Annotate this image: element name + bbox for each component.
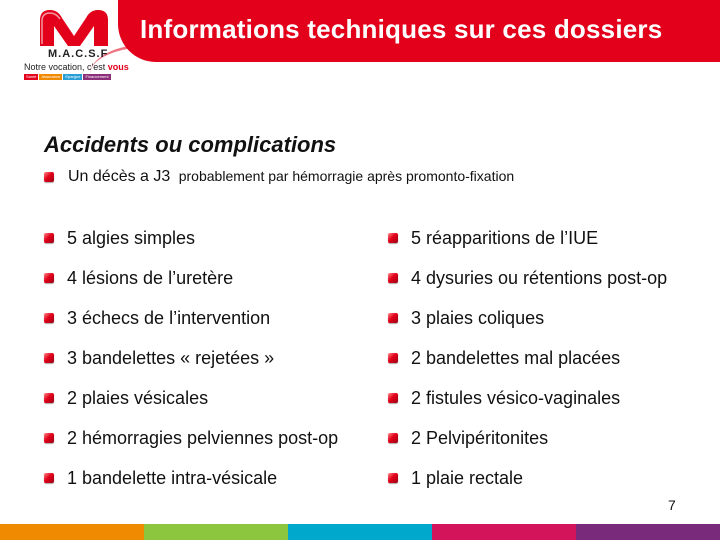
- list-item-text: 3 plaies coliques: [411, 307, 545, 328]
- tagline-prefix: Notre vocation, c'est: [24, 62, 108, 72]
- footer-color-bar: [0, 524, 720, 540]
- footer-segment: [144, 524, 288, 540]
- list-item: [388, 418, 667, 458]
- bullet-icon: [388, 433, 398, 443]
- list-item-text: 2 bandelettes mal placées: [411, 347, 621, 368]
- bullet-icon: [388, 273, 398, 283]
- bullet-icon: [388, 353, 398, 363]
- logo-name: M.A.C.S.F: [48, 48, 109, 60]
- bullet-icon: [388, 393, 398, 403]
- list-item: [44, 418, 338, 458]
- footer-segment: [0, 524, 144, 540]
- list-item-text: 2 hémorragies pelviennes post-op: [67, 427, 339, 448]
- bullet-icon: [44, 473, 54, 483]
- macsf-logo: [6, 6, 129, 82]
- bullet-icon: [44, 353, 54, 363]
- list-item-text: 2 Pelvipéritonites: [411, 427, 549, 448]
- list-item-text: 3 échecs de l’intervention: [67, 307, 271, 328]
- list-item: [44, 218, 338, 258]
- logo-pill: Assurance: [41, 74, 61, 79]
- list-item: [388, 458, 667, 498]
- page-number: 7: [668, 497, 676, 513]
- logo-pill: Financement: [85, 74, 109, 79]
- list-item: [388, 338, 667, 378]
- logo-pill: Santé: [26, 74, 37, 79]
- logo-pill: Epargne: [65, 74, 81, 79]
- footer-segment: [288, 524, 432, 540]
- list-item: [44, 338, 338, 378]
- list-item-text: 4 lésions de l’uretère: [67, 267, 234, 288]
- intro-line: [44, 168, 514, 186]
- m-logo-icon: [36, 6, 112, 48]
- list-item: [388, 218, 667, 258]
- list-item-text: 5 algies simples: [67, 227, 196, 248]
- list-item: [388, 378, 667, 418]
- intro-text: [68, 168, 514, 186]
- bullet-icon: [44, 233, 54, 243]
- footer-segment: [576, 524, 720, 540]
- intro-main: Un décès a J3: [68, 168, 171, 185]
- logo-tagline: [24, 62, 129, 72]
- list-item: [388, 258, 667, 298]
- section-title: Accidents ou complications: [44, 132, 337, 157]
- footer-segment: [432, 524, 576, 540]
- list-item-text: 3 bandelettes « rejetées »: [67, 347, 275, 368]
- list-item-text: 1 plaie rectale: [411, 467, 524, 488]
- bullet-icon: [44, 172, 54, 182]
- logo-pills: [24, 74, 111, 80]
- bullet-icon: [388, 233, 398, 243]
- list-item: [44, 298, 338, 338]
- tagline-emphasis: vous: [107, 62, 129, 72]
- list-item: [388, 298, 667, 338]
- list-item-text: 2 plaies vésicales: [67, 387, 209, 408]
- bullet-icon: [44, 313, 54, 323]
- left-list: [44, 218, 338, 498]
- bullet-icon: [388, 313, 398, 323]
- list-item-text: 2 fistules vésico-vaginales: [411, 387, 621, 408]
- list-item-text: 4 dysuries ou rétentions post-op: [411, 267, 668, 288]
- list-item-text: 1 bandelette intra-vésicale: [67, 467, 278, 488]
- bullet-icon: [44, 433, 54, 443]
- bullet-icon: [44, 273, 54, 283]
- intro-detail: probablement par hémorragie après promonto-fixation: [178, 168, 515, 184]
- bullet-icon: [44, 393, 54, 403]
- list-item: [44, 458, 338, 498]
- list-item-text: 5 réapparitions de l’IUE: [411, 227, 599, 248]
- list-item: [44, 378, 338, 418]
- right-list: [388, 218, 667, 498]
- bullet-icon: [388, 473, 398, 483]
- list-item: [44, 258, 338, 298]
- slide-title: Informations techniques sur ces dossiers: [140, 14, 663, 44]
